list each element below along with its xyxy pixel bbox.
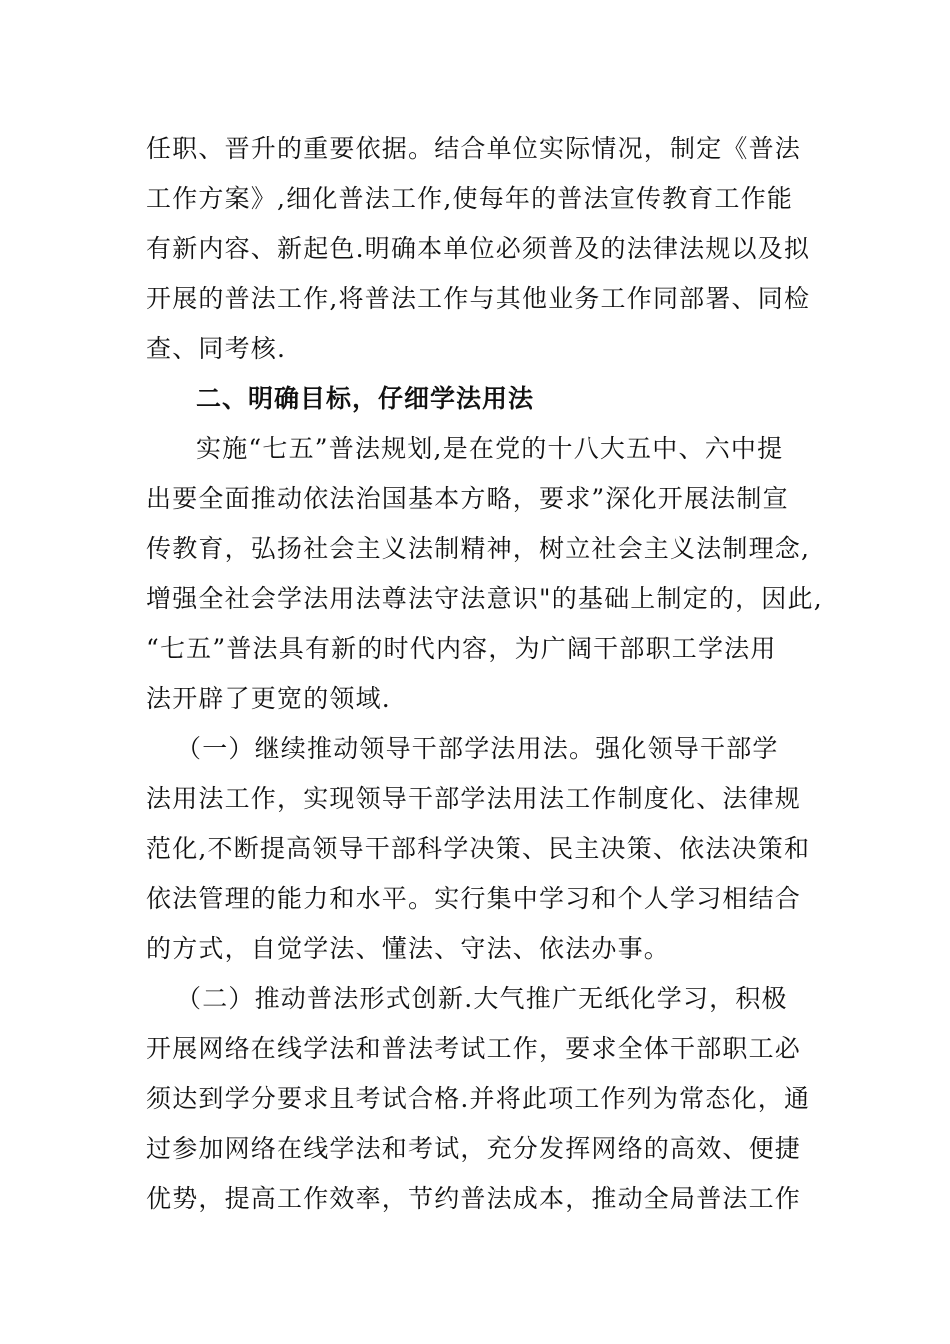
subsection-line: （二）推动普法形式创新.大气推广无纸化学习，积极 [176,984,788,1013]
body-text-line: “七五”普法具有新的时代内容，为广阔干部职工学法用 [146,634,777,663]
body-text-line: 工作方案》,细化普法工作,使每年的普法宣传教育工作能 [146,184,794,213]
body-text-line: 优势，提高工作效率，节约普法成本，推动全局普法工作 [146,1184,802,1213]
body-text-line: 任职、晋升的重要依据。结合单位实际情况，制定《普法 [146,134,802,163]
body-text-line: 须达到学分要求且考试合格.并将此项工作列为常态化，通 [146,1084,811,1113]
body-text-line: 依法管理的能力和水平。实行集中学习和个人学习相结合 [146,884,802,913]
body-text-line: 法开辟了更宽的领域. [146,684,391,713]
body-text-line: 的方式，自觉学法、懂法、守法、依法办事。 [146,934,671,963]
body-text-line: 开展的普法工作,将普法工作与其他业务工作同部署、同检 [146,284,811,313]
body-text-line: 实施“七五”普法规划,是在党的十八大五中、六中提 [196,434,784,463]
body-text-line: 法用法工作，实现领导干部学法用法工作制度化、法律规 [146,784,802,813]
subsection-line: （一）继续推动领导干部学法用法。强化领导干部学 [176,734,779,763]
body-text-line: 过参加网络在线学法和考试，充分发挥网络的高效、便捷 [146,1134,802,1163]
body-text-line: 查、同考核. [146,334,287,363]
body-text-line: 出要全面推动依法治国基本方略，要求”深化开展法制宣 [146,484,789,513]
section-heading: 二、明确目标，仔细学法用法 [196,384,535,413]
body-text-line: 开展网络在线学法和普法考试工作，要求全体干部职工必 [146,1034,802,1063]
body-text-line: 传教育，弘扬社会主义法制精神，树立社会主义法制理念, [146,534,811,563]
body-text-line: 有新内容、新起色.明确本单位必须普及的法律法规以及拟 [146,234,811,263]
body-text-line: 增强全社会学法用法尊法守法意识"的基础上制定的，因此, [146,584,823,613]
body-text-line: 范化,不断提高领导干部科学决策、民主决策、依法决策和 [146,834,811,863]
